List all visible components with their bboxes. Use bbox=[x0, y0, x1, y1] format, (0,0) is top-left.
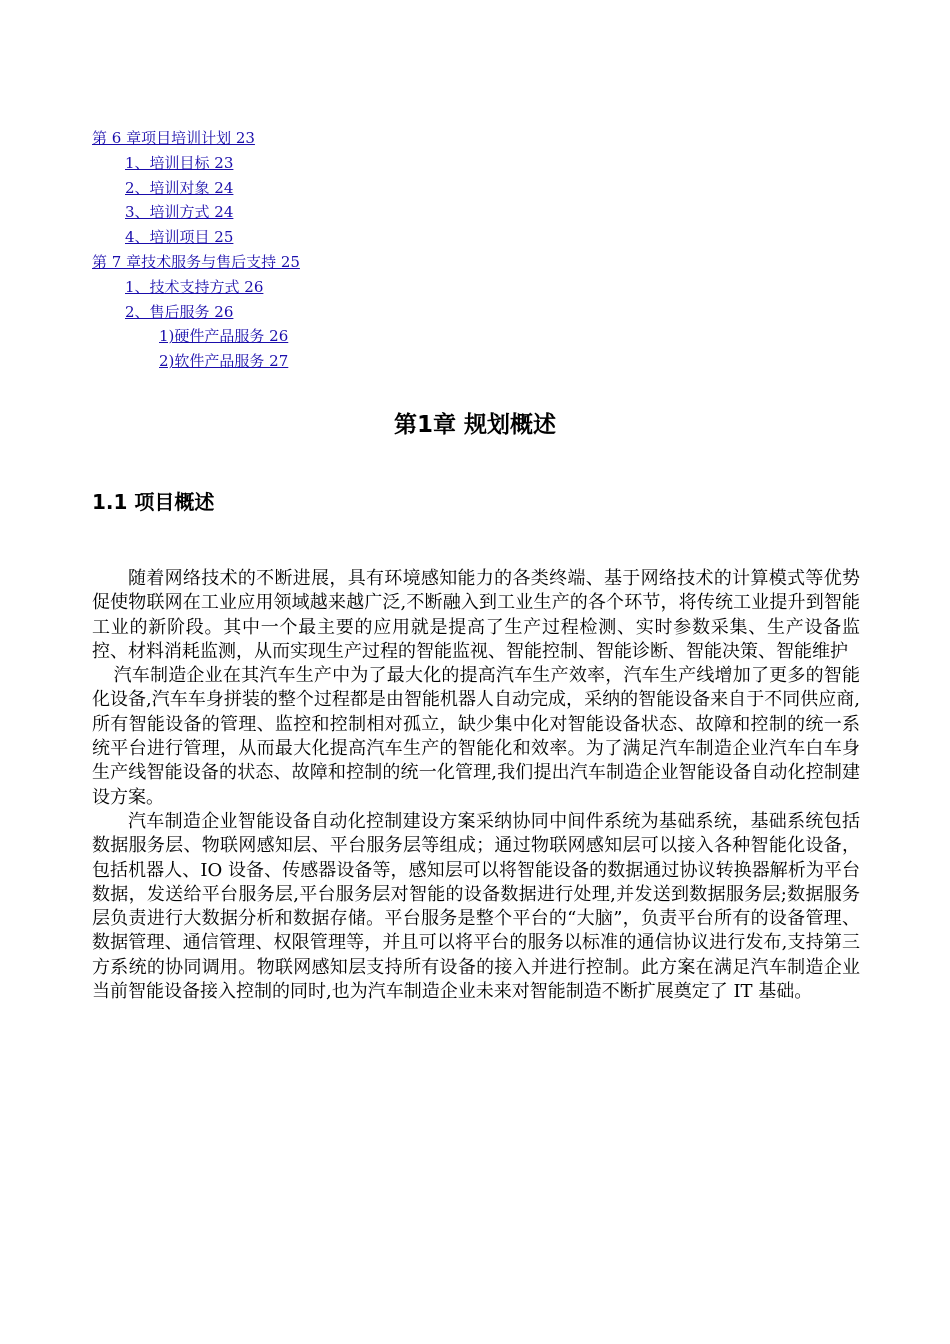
toc-link-software-service[interactable]: 2)软件产品服务 27 bbox=[159, 352, 289, 371]
toc-link-hardware-service[interactable]: 1)硬件产品服务 26 bbox=[159, 327, 289, 346]
toc-link-training-goals[interactable]: 1、培训目标 23 bbox=[125, 153, 234, 172]
chapter-title: 第1章 规划概述 bbox=[393, 412, 556, 438]
toc-link-after-sales-service[interactable]: 2、售后服务 26 bbox=[125, 302, 234, 321]
toc-link-chapter-6[interactable]: 第 6 章项目培训计划 23 bbox=[92, 129, 255, 147]
table-of-contents bbox=[92, 126, 592, 374]
paragraph-1: 随着网络技术的不断进展，具有环境感知能力的各类终端、基于网络技术的计算模式等优势促使物联网在工业应用领域越来越广泛,不断融入到工业生产的各个环节，将传统工业提升到智能工业的新阶段。其中一个最主要的应用就是提高了生产过程检测、实时参数采集、生产设备监控、材料消耗监测，从而实现生产过程的智能监视、智能控制、智能诊断、智能决策、智能维护 bbox=[92, 568, 860, 662]
toc-link-training-items[interactable]: 4、培训项目 25 bbox=[125, 228, 234, 247]
paragraph-2: 汽车制造企业在其汽车生产中为了最大化的提高汽车生产效率，汽车生产线增加了更多的智能化设备,汽车车身拼装的整个过程都是由智能机器人自动完成，采纳的智能设备来自于不同供应商,所有智能设备的管理、监控和控制相对孤立，缺少集中化对智能设备状态、故障和控制的统一系统平台进行管理，从而最大化提高汽车生产的智能化和效率。为了满足汽车制造企业汽车白车身生产线智能设备的状态、故障和控制的统一化管理,我们提出汽车制造企业智能设备自动化控制建设方案。 bbox=[92, 665, 860, 808]
paragraph-3: 汽车制造企业智能设备自动化控制建设方案采纳协同中间件系统为基础系统，基础系统包括数据服务层、物联网感知层、平台服务层等组成；通过物联网感知层可以接入各种智能化设备，包括机器人、IO 设备、传感器设备等，感知层可以将智能设备的数据通过协议转换器解析为平台数据，发送给平台服务层,平台服务层对智能的设备数据进行处理,并发送到数据服务层;数据服务层负责进行大数据分析和数据存储。平台服务是整个平台的“大脑”，负责平台所有的设备管理、数据管理、通信管理、权限管理等，并且可以将平台的服务以标准的通信协议进行发布,支持第三方系统的协同调用。物联网感知层支持所有设备的接入并进行控制。此方案在满足汽车制造企业当前智能设备接入控制的同时,也为汽车制造企业未来对智能制造不断扩展奠定了 IT 基础。 bbox=[92, 810, 860, 1003]
toc-link-tech-support-methods[interactable]: 1、技术支持方式 26 bbox=[125, 277, 264, 296]
body-text bbox=[92, 567, 860, 1004]
toc-link-chapter-7[interactable]: 第 7 章技术服务与售后支持 25 bbox=[92, 252, 300, 271]
toc-link-training-targets[interactable]: 2、培训对象 24 bbox=[125, 178, 234, 197]
section-title: 1.1 项目概述 bbox=[92, 490, 215, 514]
toc-link-training-methods[interactable]: 3、培训方式 24 bbox=[125, 203, 234, 222]
